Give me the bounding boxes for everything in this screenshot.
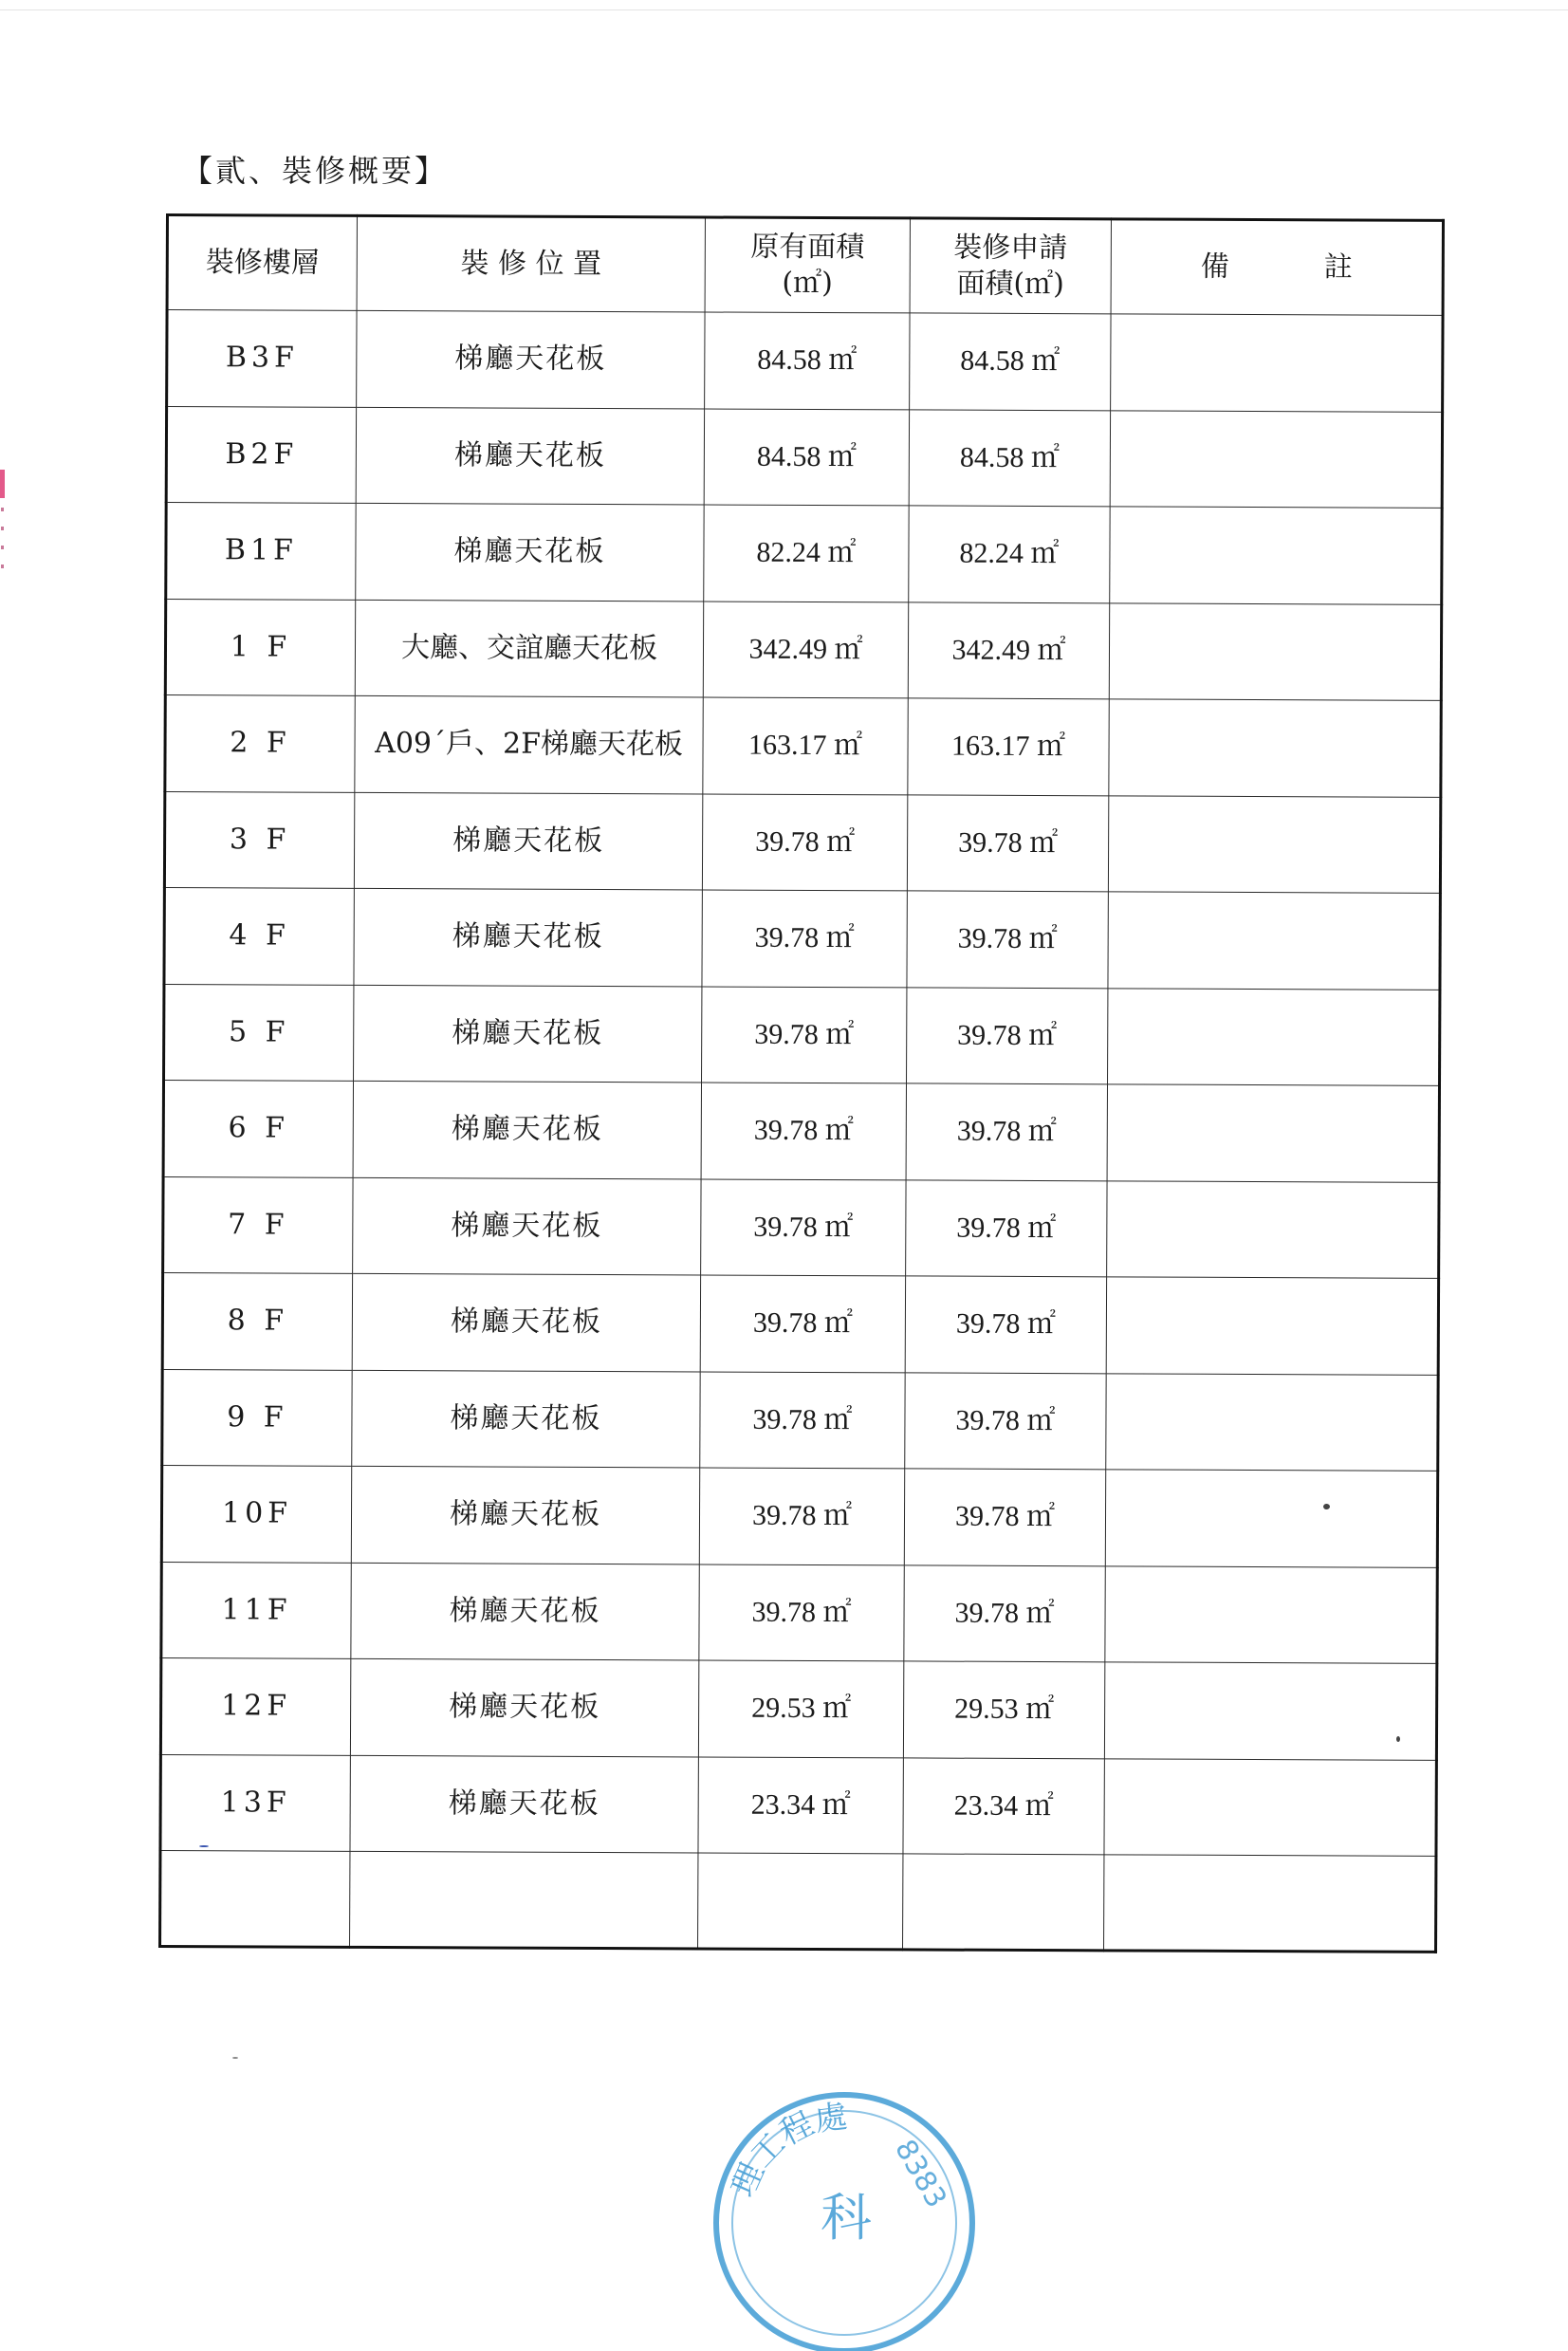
cell-note [1111,314,1443,412]
header-apply-area [910,218,1111,314]
cell-location: 梯廳天花板 [353,1177,701,1275]
cell-floor: 5 F [164,984,354,1081]
cell-note [1104,1662,1436,1760]
cell-blank [160,1850,350,1947]
cell-note [1108,892,1440,990]
cell-location: 梯廳天花板 [352,1273,700,1371]
cell-apply-area: 342.49 ㎡ [908,602,1109,698]
seal-arc-text: 理工程處 [724,2097,850,2203]
cell-note [1108,988,1440,1085]
table-row [166,503,1442,604]
scan-speck [199,1845,209,1847]
cell-note [1105,1565,1437,1663]
margin-punch-mark [0,470,6,583]
cell-note [1107,1180,1439,1278]
table-row [162,1369,1438,1471]
table-row [160,1754,1436,1856]
cell-location: 梯廳天花板 [354,792,702,890]
cell-original-area: 39.78 ㎡ [699,1468,904,1564]
cell-note [1107,1084,1439,1182]
cell-original-area: 163.17 ㎡ [703,697,908,794]
cell-note [1106,1277,1438,1375]
cell-location: 梯廳天花板 [350,1658,698,1756]
cell-floor: 1 F [165,599,355,695]
cell-floor: 6 F [163,1080,353,1176]
header-floor-label: 裝修樓層 [205,246,320,280]
official-seal-stamp [697,2057,991,2351]
cell-note [1106,1373,1438,1471]
cell-floor: 4 F [164,887,354,984]
cell-floor: 11F [161,1562,351,1658]
svg-text:理工程處 [724,2098,849,2202]
cell-location: 梯廳天花板 [351,1466,699,1564]
cell-apply-area: 39.78 ㎡ [905,1276,1106,1373]
cell-blank [350,1851,698,1949]
renovation-summary-table [158,213,1445,1953]
cell-note [1110,410,1442,508]
cell-apply-area: 39.78 ㎡ [906,1179,1107,1276]
cell-original-area: 29.53 ㎡ [698,1660,903,1757]
cell-floor: B1F [166,503,356,600]
cell-location: 梯廳天花板 [350,1755,698,1853]
cell-note [1110,507,1442,604]
cell-location: 大廳、交誼廳天花板 [355,600,703,697]
table-row [165,695,1441,797]
header-note-part1: 備 [1200,250,1229,284]
cell-original-area: 39.78 ㎡ [700,1275,905,1372]
cell-location: 梯廳天花板 [351,1563,699,1660]
cell-floor: 12F [160,1657,350,1754]
renovation-summary-table-wrapper [158,213,1442,1953]
cell-note [1108,795,1440,893]
cell-original-area: 342.49 ㎡ [703,601,908,697]
cell-floor: B3F [167,310,357,407]
scan-speck [1396,1736,1400,1742]
cell-original-area: 39.78 ㎡ [701,1178,906,1275]
cell-location: 梯廳天花板 [356,503,704,601]
cell-apply-area: 82.24 ㎡ [909,506,1110,602]
seal-digits: 8383 [888,2134,953,2214]
header-location-label: 裝 修 位 置 [460,247,602,282]
scan-speck [232,2057,238,2059]
table-row-blank [160,1850,1436,1952]
cell-location: 梯廳天花板 [354,888,702,986]
cell-apply-area: 39.78 ㎡ [905,1372,1106,1469]
cell-original-area: 39.78 ㎡ [701,1083,906,1179]
cell-original-area: 23.34 ㎡ [698,1756,903,1853]
cell-note [1105,1470,1437,1567]
header-apply-area-line2: 面積(㎡) [956,267,1064,302]
cell-original-area: 39.78 ㎡ [699,1564,904,1660]
cell-apply-area: 39.78 ㎡ [907,891,1108,988]
header-floor [167,215,357,311]
cell-floor: 7 F [163,1176,353,1273]
scan-top-edge [0,9,1568,10]
scan-speck [1323,1504,1330,1509]
header-note [1111,219,1443,316]
cell-note [1109,699,1441,797]
cell-apply-area: 39.78 ㎡ [904,1564,1105,1661]
table-header-row [167,215,1443,316]
table-row [164,984,1440,1085]
cell-original-area: 84.58 ㎡ [705,312,910,409]
cell-location: 梯廳天花板 [352,1370,700,1468]
cell-original-area: 82.24 ㎡ [704,505,909,602]
header-location [357,215,705,312]
table-row [164,791,1440,893]
table-row [163,1080,1439,1181]
cell-original-area: 39.78 ㎡ [702,986,907,1083]
cell-floor: 2 F [165,695,355,792]
header-note-part2: 註 [1323,250,1353,285]
cell-location: 梯廳天花板 [353,1081,701,1178]
cell-apply-area: 163.17 ㎡ [908,698,1109,795]
header-original-area-line2: (㎡) [782,266,833,301]
table-row [162,1272,1438,1374]
cell-blank [698,1853,903,1950]
header-apply-area-line1: 裝修申請 [953,231,1068,266]
cell-floor: 10F [161,1465,351,1562]
seal-center-text: 科 [821,2188,872,2248]
cell-blank [903,1854,1104,1951]
cell-original-area: 39.78 ㎡ [700,1371,905,1468]
cell-apply-area: 29.53 ㎡ [903,1661,1104,1758]
table-row [164,887,1440,989]
cell-floor: 13F [160,1754,350,1851]
cell-location: 梯廳天花板 [357,310,705,408]
table-row [167,310,1443,412]
cell-location: 梯廳天花板 [354,985,702,1083]
cell-apply-area: 84.58 ㎡ [909,409,1110,506]
cell-apply-area: 84.58 ㎡ [910,313,1111,410]
cell-floor: 9 F [162,1369,352,1466]
cell-apply-area: 23.34 ㎡ [903,1757,1104,1854]
cell-original-area: 84.58 ㎡ [704,408,909,505]
table-row [166,406,1442,508]
cell-apply-area: 39.78 ㎡ [907,794,1108,891]
cell-original-area: 39.78 ㎡ [702,793,907,890]
cell-apply-area: 39.78 ㎡ [904,1469,1105,1565]
table-row [165,599,1441,700]
table-row [161,1562,1437,1663]
cell-original-area: 39.78 ㎡ [702,890,907,987]
cell-location: 梯廳天花板 [356,407,704,505]
cell-floor: 8 F [162,1272,352,1369]
table-row [163,1176,1439,1278]
cell-blank [1104,1855,1436,1953]
cell-floor: 3 F [164,791,354,888]
table-row [161,1465,1437,1566]
header-original-area-line1: 原有面積 [750,230,865,265]
cell-apply-area: 39.78 ㎡ [906,1083,1107,1180]
cell-floor: B2F [166,406,356,503]
cell-note [1109,602,1441,700]
cell-location: A09´戶、2F梯廳天花板 [355,695,703,793]
section-title: 【貳、裝修概要】 [182,153,449,189]
header-original-area [705,217,910,313]
cell-note [1104,1758,1436,1856]
cell-apply-area: 39.78 ㎡ [907,987,1108,1083]
table-row [160,1657,1436,1759]
